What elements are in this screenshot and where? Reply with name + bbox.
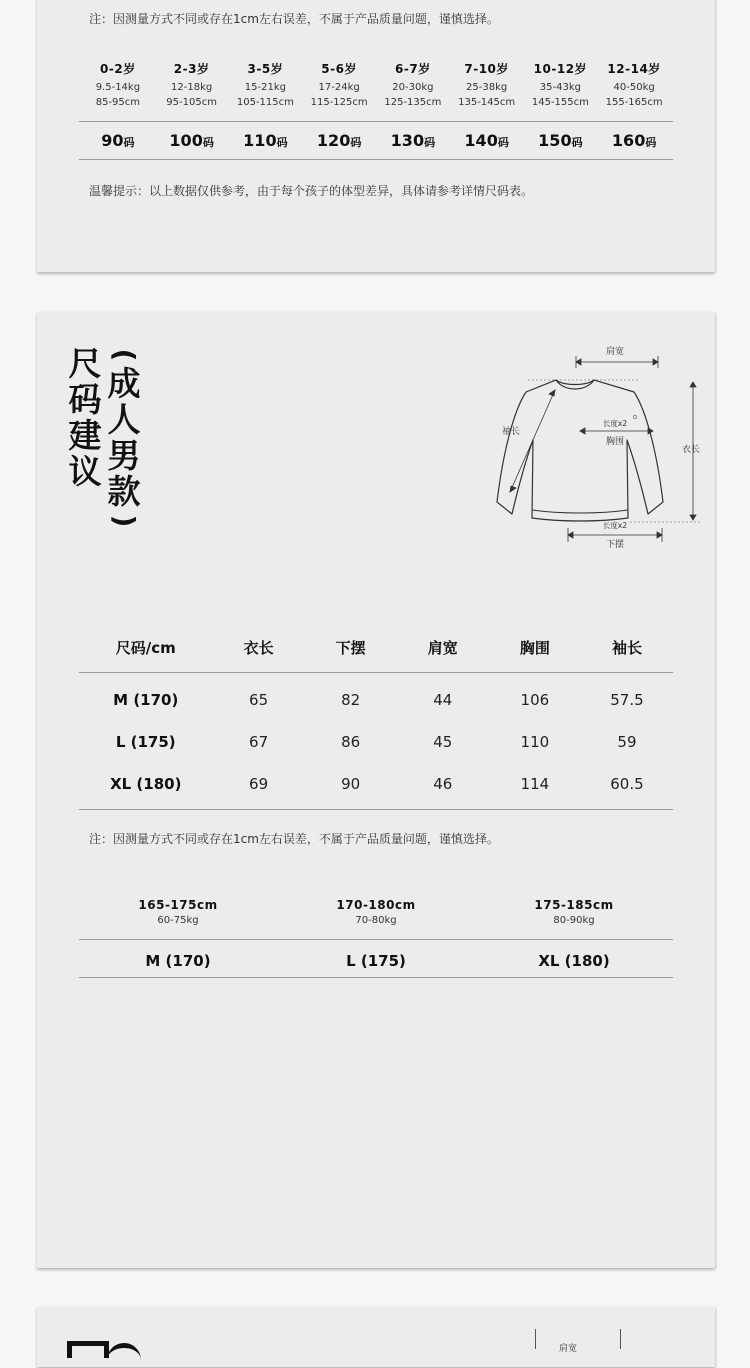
guide-divider-bottom bbox=[79, 977, 673, 978]
kid-size: 160码 bbox=[611, 131, 657, 150]
guide-size: M (170) bbox=[145, 952, 211, 970]
table-cell: 60.5 bbox=[610, 775, 644, 793]
height-weight-guide bbox=[79, 898, 673, 926]
kid-weight: 15-21kg bbox=[244, 82, 286, 93]
garment-measurement-diagram bbox=[460, 342, 705, 552]
kid-weight: 20-30kg bbox=[392, 82, 434, 93]
label-shoulder: 肩宽 bbox=[605, 347, 625, 357]
kid-height: 105-115cm bbox=[236, 97, 294, 108]
kid-height: 115-125cm bbox=[310, 97, 368, 108]
kid-weight: 40-50kg bbox=[613, 82, 655, 93]
table-cell: 86 bbox=[341, 733, 361, 751]
kid-size: 110码 bbox=[243, 131, 288, 150]
guide-height: 170-180cm bbox=[336, 898, 416, 912]
label-chest-x2: 长度x2 bbox=[602, 419, 628, 428]
adult-size-table bbox=[79, 626, 673, 668]
next-size-card bbox=[37, 1307, 715, 1367]
kid-height: 85-95cm bbox=[95, 97, 141, 108]
guide-sizes bbox=[79, 952, 673, 970]
label-length: 衣长 bbox=[681, 445, 700, 455]
kids-size-columns bbox=[81, 60, 671, 110]
table-row bbox=[79, 763, 673, 805]
table-row bbox=[79, 679, 673, 721]
next-shoulder-tick-right bbox=[620, 1329, 621, 1349]
guide-size: XL (180) bbox=[538, 952, 610, 970]
next-label-shoulder: 肩宽 bbox=[559, 1344, 578, 1354]
table-header: 袖长 bbox=[611, 638, 642, 657]
table-cell: 114 bbox=[520, 775, 550, 793]
kid-weight: 35-43kg bbox=[539, 82, 581, 93]
table-header: 衣长 bbox=[243, 638, 274, 657]
kid-age: 0-2岁 bbox=[100, 62, 136, 76]
kid-size: 150码 bbox=[538, 131, 583, 150]
kid-weight: 9.5-14kg bbox=[95, 82, 141, 93]
table-header: 下摆 bbox=[335, 638, 366, 657]
guide-height: 165-175cm bbox=[138, 898, 218, 912]
kid-weight: 25-38kg bbox=[466, 82, 508, 93]
guide-weight: 60-75kg bbox=[157, 915, 199, 926]
kid-size: 100码 bbox=[169, 131, 214, 150]
kid-size: 120码 bbox=[316, 131, 362, 150]
table-cell: 67 bbox=[249, 733, 269, 751]
guide-col bbox=[475, 898, 673, 926]
adult-size-card bbox=[37, 312, 715, 1268]
table-cell: 82 bbox=[341, 691, 361, 709]
sweater-outline bbox=[497, 380, 663, 521]
kid-age: 2-3岁 bbox=[173, 62, 210, 76]
kids-tip: 温馨提示：以上数据仅供参考，由于每个孩子的体型差异，具体请参考详情尺码表。 bbox=[89, 184, 534, 198]
kids-size-codes bbox=[81, 131, 671, 150]
kid-age: 10-12岁 bbox=[533, 62, 588, 76]
kids-measurement-note: 注：因测量方式不同或存在1cm左右误差，不属于产品质量问题，谨慎选择。 bbox=[89, 12, 499, 26]
kid-height: 155-165cm bbox=[605, 97, 663, 108]
label-sleeve: 袖长 bbox=[501, 427, 520, 437]
kid-weight: 17-24kg bbox=[318, 82, 360, 93]
kid-age: 6-7岁 bbox=[395, 62, 431, 76]
table-divider-bottom bbox=[79, 809, 673, 810]
label-hem-x2: 长度x2 bbox=[602, 521, 628, 530]
kid-height: 125-135cm bbox=[384, 97, 442, 108]
table-cell: XL (180) bbox=[110, 775, 182, 793]
kid-size: 90码 bbox=[101, 131, 135, 150]
kids-col bbox=[229, 60, 303, 110]
kids-col bbox=[450, 60, 524, 110]
table-cell: 110 bbox=[520, 733, 550, 751]
table-cell: 106 bbox=[520, 691, 550, 709]
table-cell: 57.5 bbox=[610, 691, 644, 709]
sweater-hem-line bbox=[532, 510, 628, 513]
table-row bbox=[79, 721, 673, 763]
guide-divider-top bbox=[79, 939, 673, 940]
next-subtitle-glyph bbox=[107, 1343, 141, 1368]
kids-col bbox=[81, 60, 155, 110]
table-divider-top bbox=[79, 672, 673, 673]
guide-height: 175-185cm bbox=[534, 898, 614, 912]
next-shoulder-tick-left bbox=[535, 1329, 536, 1349]
table-cell: 65 bbox=[249, 691, 269, 709]
adult-men-subtitle: ( 成 人 男 款 ) bbox=[107, 348, 141, 528]
table-cell: 46 bbox=[433, 775, 453, 793]
table-cell: 44 bbox=[433, 691, 453, 709]
table-header: 肩宽 bbox=[427, 638, 458, 657]
table-header: 胸围 bbox=[519, 638, 550, 657]
label-chest: 胸围 bbox=[605, 437, 625, 447]
kid-size: 140码 bbox=[464, 131, 509, 150]
kid-height: 145-155cm bbox=[531, 97, 589, 108]
kids-divider-top bbox=[79, 121, 673, 122]
adult-size-table-body bbox=[79, 679, 673, 805]
kids-size-card bbox=[37, 0, 715, 272]
kids-col bbox=[376, 60, 450, 110]
kid-weight: 12-18kg bbox=[171, 82, 213, 93]
label-hem: 下摆 bbox=[605, 540, 625, 550]
kid-height: 95-105cm bbox=[166, 97, 217, 108]
kid-height: 135-145cm bbox=[458, 97, 516, 108]
kid-age: 7-10岁 bbox=[464, 62, 509, 76]
table-header-row bbox=[79, 626, 673, 668]
size-suggestion-title: 尺 码 建 议 bbox=[68, 344, 102, 491]
kid-age: 5-6岁 bbox=[321, 62, 357, 76]
table-cell: L (175) bbox=[115, 733, 176, 751]
kids-col bbox=[302, 60, 376, 110]
table-header: 尺码/cm bbox=[115, 638, 176, 657]
kid-age: 12-14岁 bbox=[607, 62, 661, 76]
kid-size: 130码 bbox=[390, 131, 436, 150]
kids-col bbox=[597, 60, 671, 110]
guide-col bbox=[79, 898, 277, 926]
adult-measurement-note: 注：因测量方式不同或存在1cm左右误差，不属于产品质量问题，谨慎选择。 bbox=[89, 832, 499, 846]
kids-col bbox=[524, 60, 598, 110]
kid-age: 3-5岁 bbox=[247, 62, 284, 76]
table-cell: 59 bbox=[617, 733, 637, 751]
kids-divider-bottom bbox=[79, 159, 673, 160]
guide-weight: 80-90kg bbox=[553, 915, 595, 926]
guide-col bbox=[277, 898, 475, 926]
table-cell: 69 bbox=[249, 775, 269, 793]
table-cell: M (170) bbox=[113, 691, 179, 709]
table-cell: 90 bbox=[341, 775, 361, 793]
table-cell: 45 bbox=[433, 733, 453, 751]
guide-size: L (175) bbox=[346, 952, 406, 970]
kids-col bbox=[155, 60, 229, 110]
guide-weight: 70-80kg bbox=[355, 915, 397, 926]
